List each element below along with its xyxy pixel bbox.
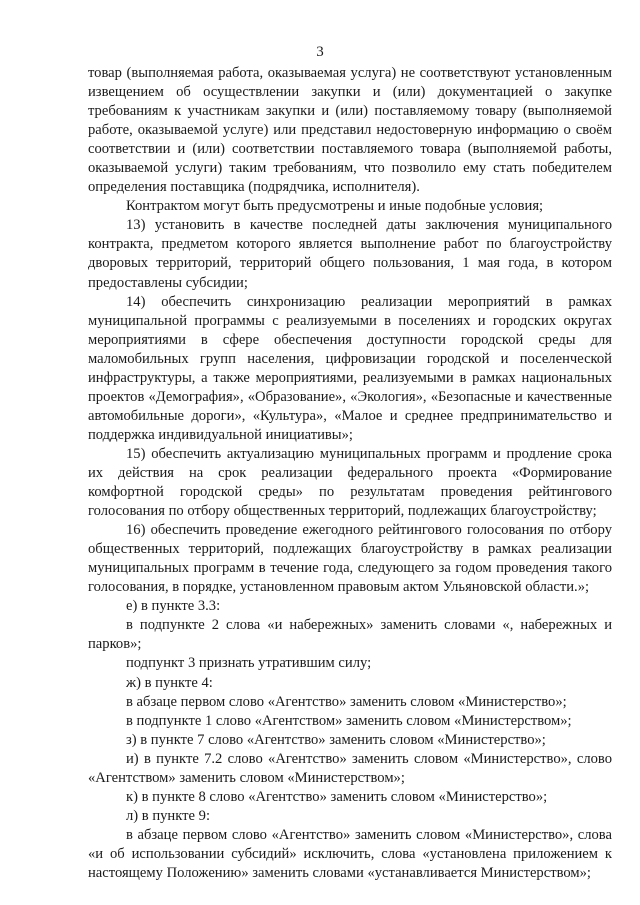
paragraph: 14) обеспечить синхронизацию реализации мероприятий в рамках муниципальной программы с реализуемыми в поселениях и городских округах мероприятиями в сфере обеспечения доступности городской среды для маломобильных групп населения, цифровизации городской и поселенческой инфраструктуры, а также мероприятиями, реализуемыми в рамках национальных проектов «Демография», «Образование», «Экология», «Безопасные и качественные автомобильные дороги», «Культура», «Малое и среднее предпринимательство и поддержка индивидуальной инициативы»; (88, 293, 612, 443)
paragraph: е) в пункте 3.3: (126, 598, 221, 615)
paragraph: з) в пункте 7 слово «Агентство» заменить словом «Министерство»; (126, 731, 546, 748)
paragraph: в абзаце первом слово «Агентство» заменить словом «Министерство», слова «и об использовании субсидий» исключить, слова «установлена приложением к настоящему Положению» заменить словами «устанавливается Министерством»; (88, 826, 612, 881)
paragraph: 16) обеспечить проведение ежегодного рейтингового голосования по отбору общественных территорий, подлежащих благоустройству в рамках реализации муниципальных программ в течение года, следующего за годом проведения такого голосования, в порядке, установленном правовым актом Ульяновской области.»; (88, 522, 612, 596)
paragraph: к) в пункте 8 слово «Агентство» заменить словом «Министерство»; (126, 788, 548, 805)
paragraph: Контрактом могут быть предусмотрены и иные подобные условия; (126, 198, 544, 215)
paragraph: л) в пункте 9: (126, 807, 210, 824)
paragraph: 13) установить в качестве последней даты заключения муниципального контракта, предметом которого является выполнение работ по благоустройству дворовых территорий, территорий общего пользования, 1 мая года, в котором предоставлены субсидии; (88, 217, 612, 291)
paragraph: товар (выполняемая работа, оказываемая услуга) не соответствуют установленным извещением об осуществлении закупки и (или) документацией о закупке требованиям к участникам закупки и (или) поставляемому товару (выполняемой работе, оказываемой услуге) или представил недостоверную информацию о своём соответствии и (или) соответствии поставляемого товара (выполняемой работы, оказываемой услуги) таким требованиям, что позволило ему стать победителем определения поставщика (подрядчика, исполнителя). (88, 65, 612, 196)
paragraph: ж) в пункте 4: (126, 674, 213, 691)
paragraph: 15) обеспечить актуализацию муниципальных программ и продление срока их действия на срок реализации федерального проекта «Формирование комфортной городской среды» по результатам проведения рейтингового голосования по отбору общественных территорий, подлежащих благоустройству; (88, 445, 612, 520)
document-body (88, 64, 612, 883)
paragraph: в подпункте 1 слово «Агентством» заменить словом «Министерством»; (126, 712, 572, 729)
paragraph: и) в пункте 7.2 слово «Агентство» заменить словом «Министерство», слово «Агентством» заменить словом «Министерством»; (88, 750, 612, 786)
paragraph: в подпункте 2 слова «и набережных» заменить словами «, набережных и парков»; (88, 617, 612, 653)
paragraph: подпункт 3 признать утратившим силу; (126, 655, 372, 672)
page-number: 3 (316, 44, 324, 60)
paragraph: в абзаце первом слово «Агентство» заменить словом «Министерство»; (126, 693, 567, 710)
